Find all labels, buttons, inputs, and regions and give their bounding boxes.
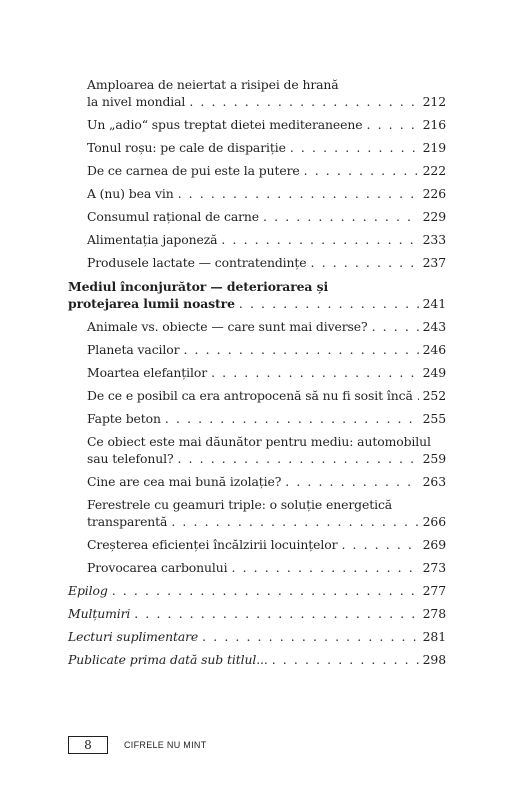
page-number: 8 [84, 738, 92, 752]
dot-leader [171, 513, 418, 530]
dot-leader [372, 318, 419, 335]
toc-page-number: 222 [422, 163, 446, 178]
toc-backmatter-entry [68, 628, 446, 645]
toc-page-number: 212 [422, 94, 446, 109]
toc-entry-title: Tonul roșu: pe cale de dispariție [87, 140, 286, 155]
running-footer-title: CIFRELE NU MINT [124, 740, 207, 750]
toc-page-number: 246 [422, 342, 446, 357]
toc-section-title: protejarea lumii noastre [68, 296, 235, 311]
toc-entry [68, 76, 446, 110]
toc-page-number: 243 [422, 319, 446, 334]
dot-leader [221, 231, 418, 248]
toc-page-number: 241 [422, 296, 446, 311]
toc-entry-title: Creșterea eficienței încălzirii locuințelor [87, 537, 338, 552]
toc-entry [68, 139, 446, 156]
toc-entry [68, 536, 446, 553]
toc-page-number: 249 [422, 365, 446, 380]
toc-page-number: 281 [422, 629, 446, 644]
toc-page-number: 219 [422, 140, 446, 155]
toc-entry [68, 185, 446, 202]
toc-entry-title: Provocarea carbonului [87, 560, 228, 575]
dot-leader [239, 295, 419, 312]
toc-entry-title-line: Ce obiect este mai dăunător pentru mediu: automobilul [87, 434, 431, 449]
toc-entry-title: Animale vs. obiecte — care sunt mai diverse? [87, 319, 368, 334]
dot-leader [202, 628, 418, 645]
toc-page-number: 263 [422, 474, 446, 489]
dot-leader [112, 582, 419, 599]
toc-page-number: 277 [422, 583, 446, 598]
toc-entry [68, 254, 446, 271]
toc-entry-title: Consumul rațional de carne [87, 209, 260, 224]
dot-leader [341, 536, 418, 553]
dot-leader [290, 139, 419, 156]
toc-entry [68, 473, 446, 490]
toc-entry-title: la nivel mondial [87, 94, 186, 109]
toc-entry [68, 410, 446, 427]
toc-entry-title: A (nu) bea vin [87, 186, 174, 201]
toc-page-number: 226 [422, 186, 446, 201]
toc-entry [68, 559, 446, 576]
dot-leader [211, 364, 419, 381]
dot-leader [272, 651, 419, 668]
toc-entry-title: Mulțumiri [68, 606, 131, 621]
toc-page-number: 237 [422, 255, 446, 270]
toc-entry [68, 318, 446, 335]
toc-entry-title: transparentă [87, 514, 168, 529]
toc-entry-title: Moartea elefanților [87, 365, 208, 380]
toc-entry-title-line: Ferestrele cu geamuri triple: o soluție energetică [87, 497, 393, 512]
toc-entry [68, 231, 446, 248]
toc-entry [68, 433, 446, 467]
toc-entry-title: Lecturi suplimentare [68, 629, 199, 644]
toc-entry-title: Fapte beton [87, 411, 161, 426]
dot-leader [232, 559, 419, 576]
toc-entry-title: Alimentația japoneză [87, 232, 218, 247]
toc-page-number: 298 [422, 652, 446, 667]
toc-entry [68, 208, 446, 225]
toc-page-number: 266 [422, 514, 446, 529]
toc-page-number: 252 [422, 388, 446, 403]
page-number-box [68, 736, 108, 754]
toc-entry-title: Produsele lactate — contratendințe [87, 255, 307, 270]
table-of-contents [68, 76, 446, 674]
dot-leader [304, 162, 419, 179]
dot-leader [165, 410, 419, 427]
dot-leader [183, 341, 418, 358]
toc-entry-title: Publicate prima dată sub titlul... [68, 652, 268, 667]
toc-entry [68, 341, 446, 358]
toc-entry-title: De ce e posibil ca era antropocenă să nu fi sosit încă [87, 388, 413, 403]
toc-page-number: 233 [422, 232, 446, 247]
toc-page-number: 273 [422, 560, 446, 575]
toc-page-number: 259 [422, 451, 446, 466]
toc-entry [68, 162, 446, 179]
toc-page-number: 229 [422, 209, 446, 224]
dot-leader [189, 93, 418, 110]
toc-backmatter-entry [68, 605, 446, 622]
toc-backmatter-entry [68, 651, 446, 668]
toc-page-number: 216 [422, 117, 446, 132]
dot-leader [417, 387, 419, 404]
toc-page-number: 278 [422, 606, 446, 621]
toc-entry-title: Cine are cea mai bună izolație? [87, 474, 282, 489]
toc-entry [68, 496, 446, 530]
toc-entry-title: De ce carnea de pui este la putere [87, 163, 300, 178]
dot-leader [285, 473, 418, 490]
dot-leader [263, 208, 419, 225]
toc-entry-title: Un „adio“ spus treptat dietei mediteraneene [87, 117, 363, 132]
toc-backmatter-entry [68, 582, 446, 599]
toc-page-number: 255 [422, 411, 446, 426]
toc-page-number: 269 [422, 537, 446, 552]
dot-leader [311, 254, 419, 271]
dot-leader [134, 605, 418, 622]
toc-entry-title-line: Amploarea de neiertat a risipei de hrană [87, 77, 339, 92]
toc-section-title-line: Mediul înconjurător — deteriorarea și [68, 279, 329, 294]
dot-leader [367, 116, 419, 133]
dot-leader [178, 185, 419, 202]
toc-entry [68, 387, 446, 404]
toc-entry-title: sau telefonul? [87, 451, 174, 466]
toc-entry [68, 364, 446, 381]
dot-leader [177, 450, 418, 467]
toc-entry-title: Epilog [68, 583, 108, 598]
toc-entry-title: Planeta vacilor [87, 342, 180, 357]
toc-entry [68, 116, 446, 133]
toc-section-heading [68, 278, 446, 312]
